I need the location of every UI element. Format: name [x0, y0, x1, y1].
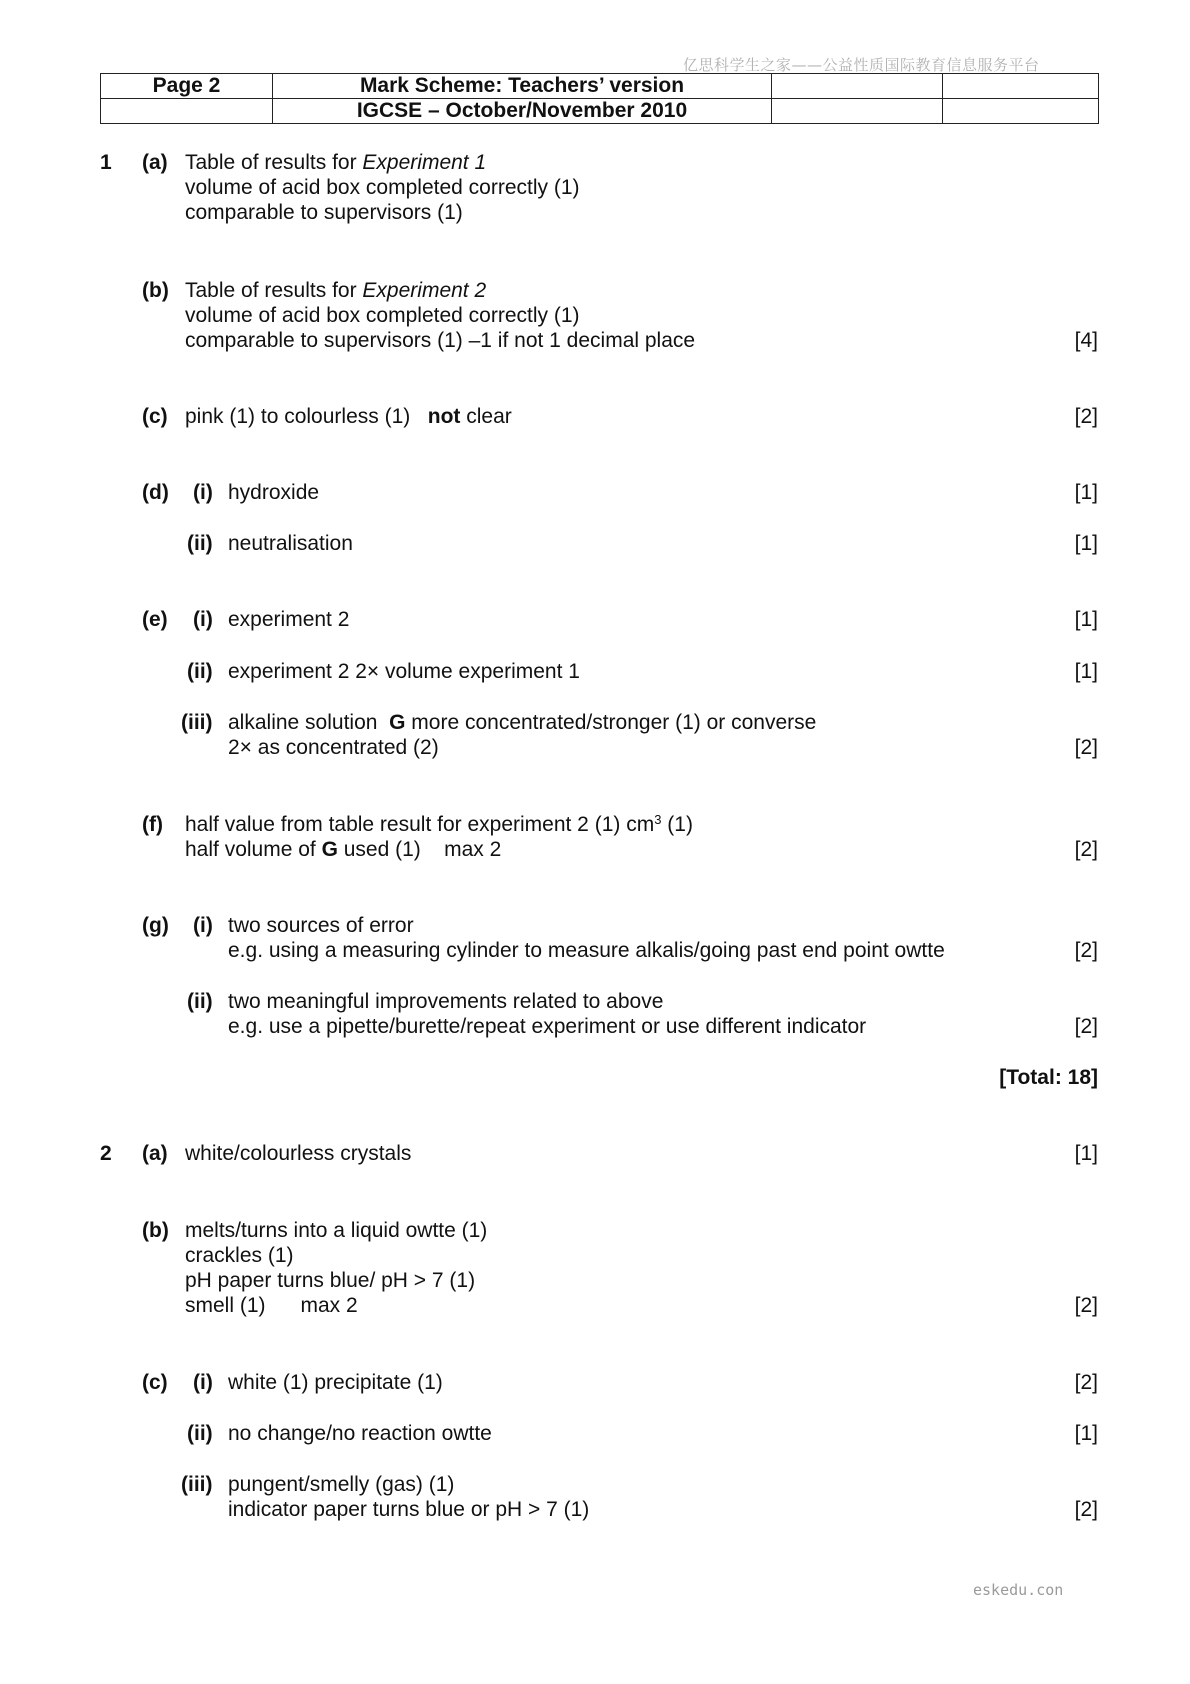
q1d-i-mark: [1]: [1074, 481, 1098, 504]
q1-total: [Total: 18]: [999, 1066, 1098, 1089]
q1e-i-label: (i): [193, 608, 213, 631]
q2b-line-3: pH paper turns blue/ pH > 7 (1): [185, 1269, 476, 1292]
q1g-ii-label: (ii): [187, 990, 213, 1013]
q1f-label: (f): [142, 813, 163, 836]
q1c-text: pink (1) to colourless (1) not clear: [185, 405, 512, 428]
q2a-text: white/colourless crystals: [185, 1142, 412, 1165]
q1b-line-1: Table of results for Experiment 2: [185, 279, 487, 302]
header-table: [100, 73, 1099, 124]
q1d-ii-mark: [1]: [1074, 532, 1098, 555]
header-subtitle: IGCSE – October/November 2010: [273, 99, 772, 124]
q1e-iii-mark: [2]: [1074, 736, 1098, 759]
q2b-line-1: melts/turns into a liquid owtte (1): [185, 1219, 488, 1242]
q2-number: 2: [100, 1142, 112, 1165]
q1e-iii-label: (iii): [181, 711, 213, 734]
q1d-label: (d): [142, 481, 169, 504]
q1e-ii-text: experiment 2 2× volume experiment 1: [228, 660, 580, 683]
q2c-iii-line-1: pungent/smelly (gas) (1): [228, 1473, 455, 1496]
q1f-mark: [2]: [1074, 838, 1098, 861]
q2c-iii-line-2: indicator paper turns blue or pH > 7 (1): [228, 1498, 590, 1521]
header-blank-cell: [772, 99, 943, 124]
q1e-ii-label: (ii): [187, 660, 213, 683]
q2a-label: (a): [142, 1142, 168, 1165]
q1d-ii-label: (ii): [187, 532, 213, 555]
header-blank-cell: [943, 99, 1099, 124]
q1e-ii-mark: [1]: [1074, 660, 1098, 683]
q2c-iii-mark: [2]: [1074, 1498, 1098, 1521]
header-blank-cell: [101, 99, 273, 124]
q1g-i-label: (i): [193, 914, 213, 937]
q1c-mark: [2]: [1074, 405, 1098, 428]
q1f-line-2: half volume of G used (1) max 2: [185, 838, 502, 861]
q2b-label: (b): [142, 1219, 169, 1242]
q1g-i-mark: [2]: [1074, 939, 1098, 962]
q2a-mark: [1]: [1074, 1142, 1098, 1165]
q2b-line-2: crackles (1): [185, 1244, 294, 1267]
page-number: Page 2: [101, 74, 273, 99]
q1c-label: (c): [142, 405, 168, 428]
q1e-i-text: experiment 2: [228, 608, 350, 631]
q2c-iii-label: (iii): [181, 1473, 213, 1496]
q1d-ii-text: neutralisation: [228, 532, 353, 555]
watermark-bottom: eskedu.con: [973, 1581, 1064, 1599]
q1a-label: (a): [142, 151, 168, 174]
q1g-ii-line-2: e.g. use a pipette/burette/repeat experiment or use different indicator: [228, 1015, 867, 1038]
q1b-label: (b): [142, 279, 169, 302]
q1d-i-text: hydroxide: [228, 481, 320, 504]
q2c-i-mark: [2]: [1074, 1371, 1098, 1394]
q1a-line-3: comparable to supervisors (1): [185, 201, 463, 224]
header-blank-cell: [943, 74, 1099, 99]
q2c-ii-label: (ii): [187, 1422, 213, 1445]
q1g-i-line-1: two sources of error: [228, 914, 414, 937]
q1f-line-1: half value from table result for experiment 2 (1) $cm^3$ (1): [185, 812, 693, 836]
q1b-line-3: comparable to supervisors (1) –1 if not 1 decimal place: [185, 329, 696, 352]
q1b-mark: [4]: [1074, 329, 1098, 352]
q2b-mark: [2]: [1074, 1294, 1098, 1317]
q1g-i-line-2: e.g. using a measuring cylinder to measure alkalis/going past end point owtte: [228, 939, 945, 962]
q2c-i-text: white (1) precipitate (1): [228, 1371, 443, 1394]
q1-number: 1: [100, 151, 112, 174]
q1e-label: (e): [142, 608, 168, 631]
q1d-i-label: (i): [193, 481, 213, 504]
q1a-line-1: Table of results for Experiment 1: [185, 151, 487, 174]
q1e-iii-line-2: 2× as concentrated (2): [228, 736, 439, 759]
q2c-ii-text: no change/no reaction owtte: [228, 1422, 492, 1445]
q1e-i-mark: [1]: [1074, 608, 1098, 631]
q1g-ii-mark: [2]: [1074, 1015, 1098, 1038]
watermark-top: 亿思科学生之家——公益性质国际教育信息服务平台: [683, 56, 1040, 74]
q2b-line-4: smell (1) max 2: [185, 1294, 358, 1317]
header-blank-cell: [772, 74, 943, 99]
q2c-ii-mark: [1]: [1074, 1422, 1098, 1445]
header-title: Mark Scheme: Teachers’ version: [273, 74, 772, 99]
q2c-i-label: (i): [193, 1371, 213, 1394]
q1a-line-2: volume of acid box completed correctly (1): [185, 176, 580, 199]
q1g-ii-line-1: two meaningful improvements related to above: [228, 990, 664, 1013]
q1e-iii-line-1: alkaline solution G more concentrated/stronger (1) or converse: [228, 711, 817, 734]
q2c-label: (c): [142, 1371, 168, 1394]
q1b-line-2: volume of acid box completed correctly (1): [185, 304, 580, 327]
q1g-label: (g): [142, 914, 169, 937]
